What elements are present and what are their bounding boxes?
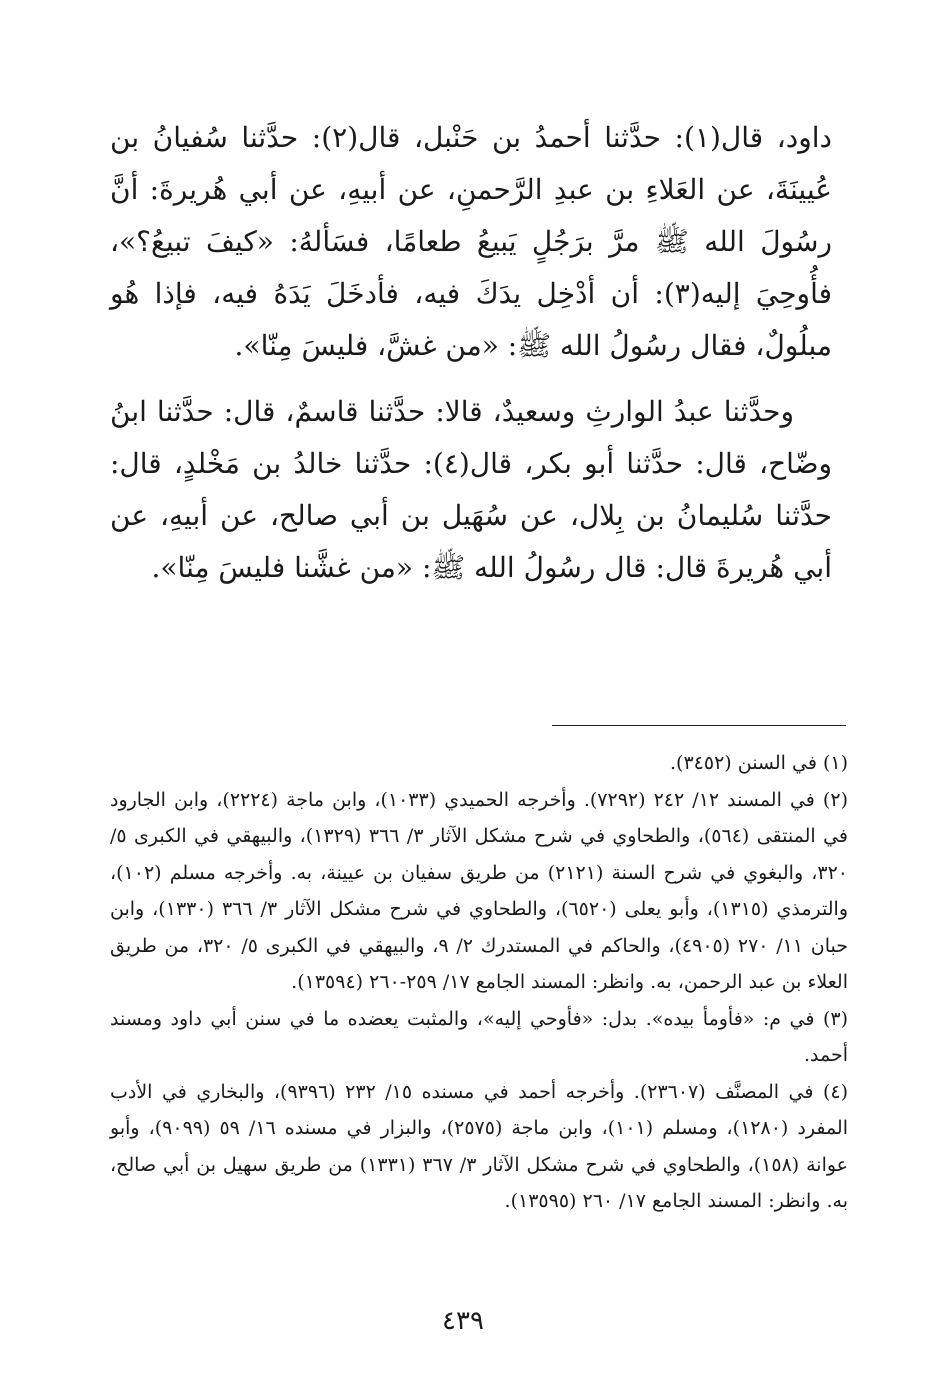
main-text — [110, 112, 832, 594]
footnote-3: (٣) في م: «فأومأ بيده». بدل: «فأوحي إليه»، والمثبت يعضده ما في سنن أبي داود ومسند أحمد. — [110, 1007, 848, 1066]
page-number: ٤٣٩ — [442, 1306, 484, 1336]
paragraph-1: داود، قال(١): حدَّثنا أحمدُ بن حَنْبل، قال(٢): حدَّثنا سُفيانُ بن عُيينَةَ، عن العَلاءِ بن عبدِ الرَّحمنِ، عن أبيهِ، عن أبي هُريرةَ: أنَّ رسُولَ الله ﷺ مرَّ برَجُلٍ يَبيعُ طعامًا، فسَألهُ: «كيفَ تبيعُ؟»، فأُوحِيَ إليه(٣): أن أدْخِل يدَكَ فيه، فأدخَلَ يَدَهُ فيه، فإذا هُو مبلُولٌ، فقال رسُولُ الله ﷺ: «من غشَّ، فليسَ مِنّا». — [110, 121, 833, 362]
paragraph-2-text: وحدَّثنا عبدُ الوارثِ وسعيدٌ، قالا: حدَّثنا قاسمٌ، قال: حدَّثنا ابنُ وضّاح، قال: حدَّثنا أبو بكر، قال(٤): حدَّثنا خالدُ بن مَخْلدٍ، قال: حدَّثنا سُليمانُ بن بِلال، عن سُهَيل بن أبي صالح، عن أبيهِ، عن أبي هُريرةَ قال: قال رسُولُ الله ﷺ: «من غشَّنا فليسَ مِنّا». — [110, 395, 832, 584]
footnote-1: (١) في السنن (٣٤٥٢). — [670, 752, 848, 774]
footnote-separator — [552, 725, 846, 726]
paragraph-2 — [110, 386, 832, 594]
footnote-4: (٤) في المصنَّف (٢٣٦٠٧). وأخرجه أحمد في مسنده ١٥/ ٢٣٢ (٩٣٩٦)، والبخاري في الأدب المفرد (١٢٨٠)، ومسلم (١٠١)، وابن ماجة (٢٥٧٥)، والبزار في مسنده ١٦/ ٥٩ (٩٠٩٩)، وأبو عوانة (١٥٨)، والطحاوي في شرح مشكل الآثار ٣/ ٣٦٧ (١٣٣١) من طريق سهيل بن أبي صالح، به. وانظر: المسند الجامع ١٧/ ٢٦٠ (١٣٥٩٥). — [110, 1080, 849, 1212]
footnotes — [110, 745, 848, 1220]
footnote-2: (٢) في المسند ١٢/ ٢٤٢ (٧٢٩٢). وأخرجه الحميدي (١٠٣٣)، وابن ماجة (٢٢٢٤)، وابن الجارود في المنتقى (٥٦٤)، والطحاوي في شرح مشكل الآثار ٣/ ٣٦٦ (١٣٢٩)، والبيهقي في الكبرى ٥/ ٣٢٠، والبغوي في شرح السنة (٢١٢١) من طريق سفيان بن عيينة، به. وأخرجه مسلم (١٠٢)، والترمذي (١٣١٥)، وأبو يعلى (٦٥٢٠)، والطحاوي في شرح مشكل الآثار ٣/ ٣٦٦ (١٣٣٠)، وابن حبان ١١/ ٢٧٠ (٤٩٠٥)، والحاكم في المستدرك ٢/ ٩، والبيهقي في الكبرى ٥/ ٣٢٠، من طريق العلاء بن عبد الرحمن، به. وانظر: المسند الجامع ١٧/ ٢٥٩-٢٦٠ (١٣٥٩٤). — [110, 788, 848, 993]
